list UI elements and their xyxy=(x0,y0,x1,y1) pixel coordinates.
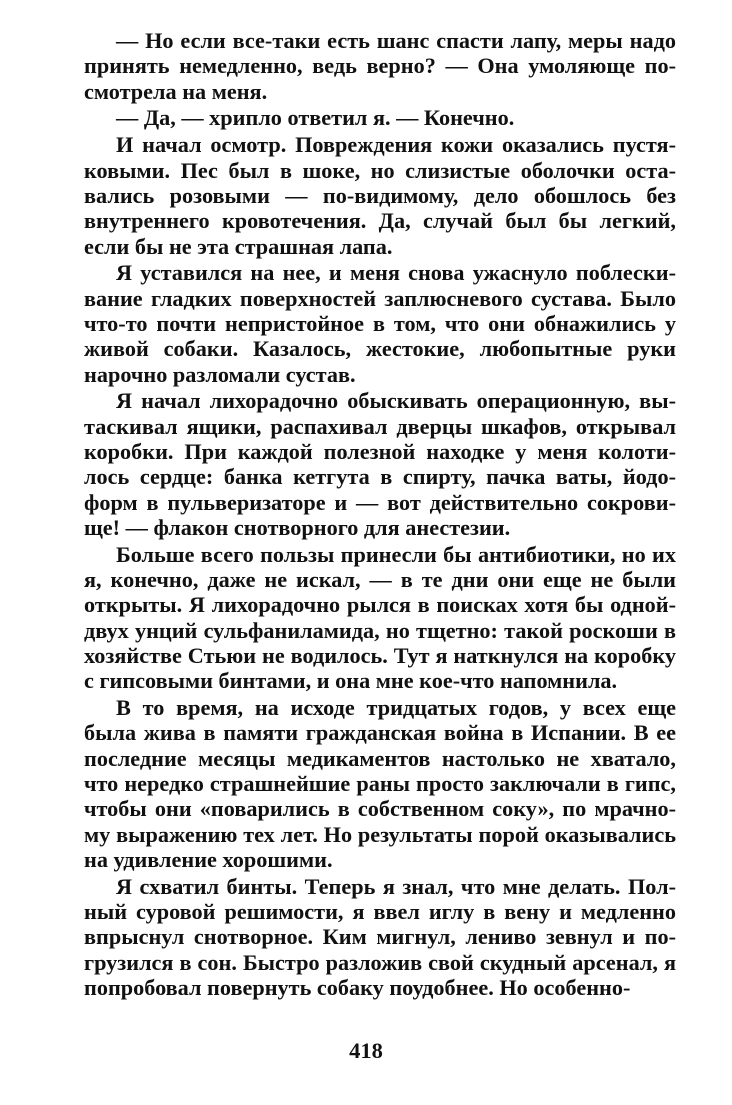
paragraph-7: В то время, на исходе тридцатых годов, у всех еще была жива в памяти гражданская война в Испании. В ее последние месяцы медикаментов настолько не хватало, что нередко страшнейшие раны просто заключали в гипс, чтобы они «поварились в собственном соку», по мрачному выражению тех лет. Но результаты порой оказывались на удивление хорошими. xyxy=(84,695,676,872)
paragraph-5: Я начал лихорадочно обыскивать операционную, вытаскивал ящики, распахивал дверцы шкафов, открывал коробки. При каждой полезной находке у меня колотилось сердце: банка кетгута в спирту, пачка ваты, йодоформ в пульверизаторе и — вот действительно сокровище! — флакон снотворного для анестезии. xyxy=(84,388,676,540)
page-body xyxy=(84,28,676,1002)
paragraph-1: — Но если все-таки есть шанс спасти лапу, меры надо принять немедленно, ведь верно? — Она умоляюще посмотрела на меня. xyxy=(84,28,676,104)
paragraph-8: Я схватил бинты. Теперь я знал, что мне делать. Полный суровой решимости, я ввел иглу в вену и медленно впрыснул снотворное. Ким мигнул, лениво зевнул и погрузился в сон. Быстро разложив свой скудный арсенал, я попробовал повернуть собаку поудобнее. Но особенно- xyxy=(84,873,676,1001)
paragraph-6: Больше всего пользы принесли бы антибиотики, но их я, конечно, даже не искал, — в те дни они еще не были открыты. Я лихорадочно рылся в поисках хотя бы одной-двух унций сульфаниламида, но тщетно: такой роскоши в хозяйстве Стьюи не водилось. Тут я наткнулся на коробку с гипсовыми бинтами, и она мне кое-что напомнила. xyxy=(84,541,676,694)
page-number: 418 xyxy=(349,1038,383,1063)
paragraph-4: Я уставился на нее, и меня снова ужаснуло поблескивание гладких поверхностей заплюсневого сустава. Было что-то почти непристойное в том, что они обнажились у живой собаки. Казалось, жестокие, любопытные руки нарочно разломали сустав. xyxy=(84,260,676,387)
paragraph-2: — Да, — хрипло ответил я. — Конечно. xyxy=(116,105,515,131)
paragraph-3: И начал осмотр. Повреждения кожи оказались пустяковыми. Пес был в шоке, но слизистые оболочки оставались розовыми — по-видимому, дело обошлось без внутреннего кровотечения. Да, случай был бы легкий, если бы не эта страшная лапа. xyxy=(84,132,676,259)
